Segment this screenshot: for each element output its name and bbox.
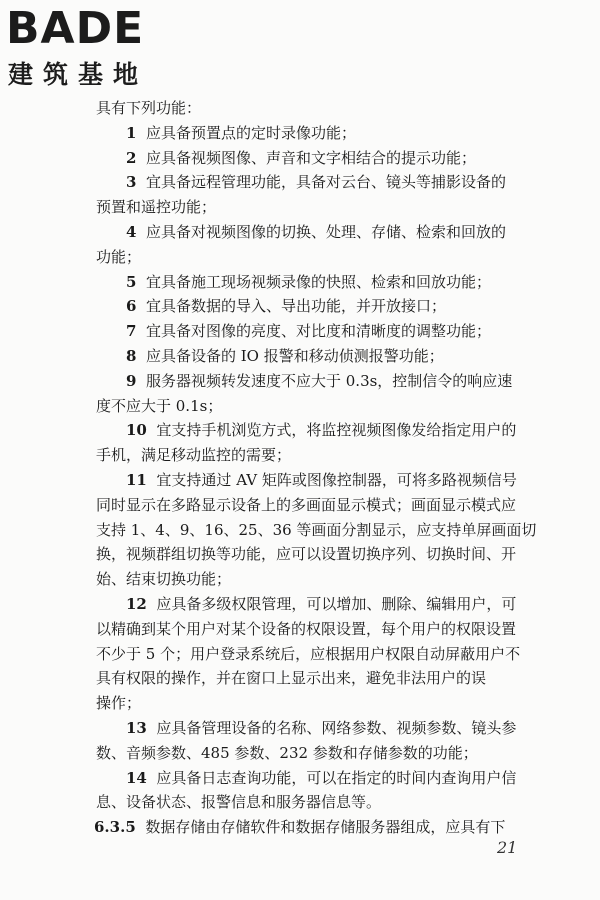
section-number: 6.3.5	[94, 818, 136, 837]
item-text: 支持 1、4、9、16、25、36 等画面分割显示，应支持单屏画面切	[96, 520, 537, 539]
item-text: 应具备多级权限管理，可以增加、删除、编辑用户，可	[156, 594, 517, 613]
item-text: 数、音频参数、485 参数、232 参数和存储参数的功能；	[96, 743, 478, 762]
item-text: 宜支持手机浏览方式，将监控视频图像发给指定用户的	[156, 421, 517, 440]
item-number: 8	[126, 346, 137, 365]
item-continuation-line	[96, 195, 516, 220]
intro-line: 具有下列功能：	[96, 99, 202, 117]
item-continuation-line	[96, 443, 516, 468]
item-number: 4	[126, 222, 137, 241]
logo-wordmark: BADE	[6, 3, 145, 54]
item-text: 功能；	[96, 247, 142, 266]
item-continuation-line	[96, 642, 521, 667]
item-number: 13	[126, 718, 147, 737]
item-text: 同时显示在多路显示设备上的多画面显示模式；画面显示模式应	[96, 495, 517, 514]
item-continuation-line	[96, 518, 537, 543]
requirement-item	[96, 468, 537, 592]
item-number: 12	[126, 594, 147, 613]
item-first-line	[96, 220, 516, 245]
item-continuation-line	[96, 741, 516, 766]
item-continuation-line	[96, 245, 516, 270]
item-first-line	[96, 418, 516, 443]
item-text: 应具备管理设备的名称、网络参数、视频参数、镜头参	[156, 718, 517, 737]
item-text: 宜具备施工现场视频录像的快照、检索和回放功能；	[145, 272, 491, 291]
item-number: 1	[126, 123, 137, 142]
item-text: 宜具备数据的导入、导出功能，并开放接口；	[145, 297, 446, 316]
item-first-line	[96, 369, 516, 394]
item-text: 手机，满足移动监控的需要；	[96, 446, 292, 465]
item-first-line	[96, 170, 516, 195]
item-text: 应具备对视频图像的切换、处理、存储、检索和回放的	[145, 222, 506, 241]
item-continuation-line	[96, 666, 516, 691]
requirement-item	[96, 418, 516, 468]
item-continuation-line	[96, 617, 516, 642]
requirement-item	[96, 592, 521, 716]
item-number: 7	[126, 322, 137, 341]
item-continuation-line	[96, 542, 516, 567]
item-first-line	[96, 766, 516, 791]
item-first-line	[96, 319, 516, 344]
item-text: 宜具备远程管理功能，具备对云台、镜头等捕影设备的	[145, 173, 506, 192]
item-text: 不少于 5 个；用户登录系统后，应根据用户权限自动屏蔽用户不	[96, 644, 521, 663]
item-number: 5	[126, 272, 137, 291]
requirement-item	[96, 716, 516, 766]
requirement-item	[96, 270, 516, 295]
item-continuation-line	[96, 394, 516, 419]
logo-subtitle: 建筑基地	[8, 60, 149, 89]
item-first-line	[96, 716, 516, 741]
page-number: 21	[497, 838, 518, 857]
bade-logo	[6, 4, 181, 94]
requirement-item	[96, 294, 516, 319]
item-continuation-line	[96, 691, 516, 716]
item-first-line	[96, 344, 516, 369]
item-continuation-line	[96, 567, 516, 592]
item-text: 具有权限的操作，并在窗口上显示出来，避免非法用户的误	[96, 669, 487, 688]
item-first-line	[96, 592, 516, 617]
item-text: 服务器视频转发速度不应大于 0.3s，控制信令的响应速	[145, 371, 513, 390]
section-text: 数据存储由存储软件和数据存储服务器组成，应具有下	[145, 818, 506, 837]
item-number: 14	[126, 768, 147, 787]
item-text: 度不应大于 0.1s；	[96, 396, 223, 415]
item-text: 应具备设备的 IO 报警和移动侦测报警功能；	[145, 346, 444, 365]
item-first-line	[96, 146, 516, 171]
item-first-line	[96, 270, 516, 295]
item-text: 始、结束切换功能；	[96, 570, 232, 589]
requirement-item	[96, 220, 516, 270]
item-number: 6	[126, 297, 137, 316]
requirement-item	[96, 766, 516, 816]
requirement-item	[96, 170, 516, 220]
requirement-item	[96, 344, 516, 369]
item-number: 2	[126, 148, 137, 167]
item-text: 应具备视频图像、声音和文字相结合的提示功能；	[145, 148, 476, 167]
requirement-item	[96, 146, 516, 171]
requirement-item	[96, 121, 516, 146]
item-text: 应具备日志查询功能，可以在指定的时间内查询用户信	[156, 768, 517, 787]
item-number: 9	[126, 371, 137, 390]
item-text: 操作；	[96, 694, 142, 713]
requirement-item	[96, 319, 516, 344]
item-number: 11	[126, 470, 147, 489]
item-number: 3	[126, 173, 137, 192]
item-first-line	[96, 121, 516, 146]
item-text: 以精确到某个用户对某个设备的权限设置，每个用户的权限设置	[96, 619, 517, 638]
item-text: 预置和遥控功能；	[96, 198, 217, 217]
item-first-line	[96, 294, 516, 319]
item-continuation-line	[96, 790, 516, 815]
item-text: 宜具备对图像的亮度、对比度和清晰度的调整功能；	[145, 322, 491, 341]
requirement-item	[96, 369, 516, 419]
item-first-line	[96, 468, 516, 493]
item-text: 宜支持通过 AV 矩阵或图像控制器，可将多路视频信号	[156, 470, 517, 489]
requirement-list	[96, 121, 537, 815]
section-6-3-5	[94, 815, 516, 840]
item-text: 应具备预置点的定时录像功能；	[145, 123, 356, 142]
item-continuation-line	[96, 493, 516, 518]
item-number: 10	[126, 421, 147, 440]
document-body	[94, 96, 537, 840]
item-text: 换，视频群组切换等功能，应可以设置切换序列、切换时间、开	[96, 545, 517, 564]
item-text: 息、设备状态、报警信息和服务器信息等。	[96, 793, 382, 812]
